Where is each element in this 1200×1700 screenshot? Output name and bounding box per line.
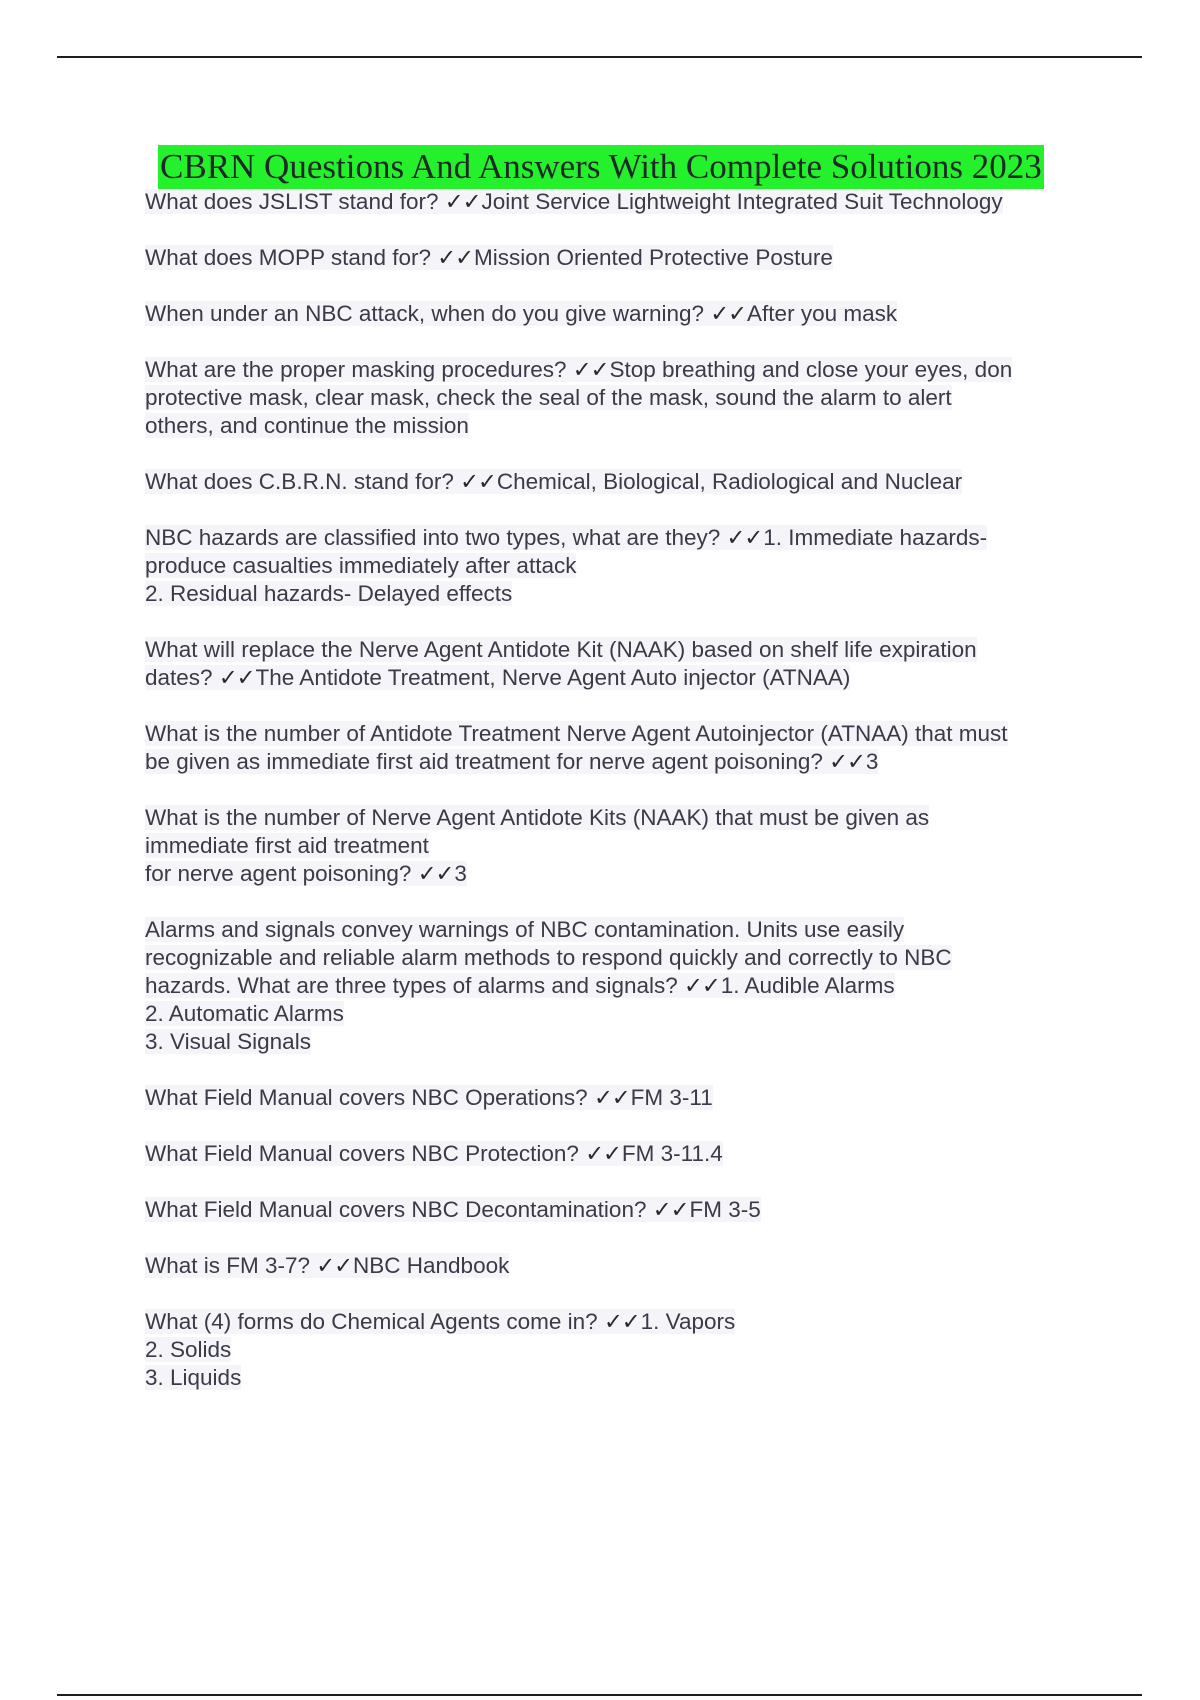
bottom-rule <box>57 1694 1142 1696</box>
answer-text: Mission Oriented Protective Posture <box>473 245 833 270</box>
qa-item <box>145 916 1085 1056</box>
qa-line <box>145 1252 1085 1280</box>
double-check-icon: ✓✓ <box>218 665 255 690</box>
qa-line-text <box>145 301 897 326</box>
qa-line-text: What is the number of Nerve Agent Antidote Kits (NAAK) that must be given as <box>145 805 930 830</box>
answer-text: NBC Handbook <box>353 1253 510 1278</box>
qa-line-text: What will replace the Nerve Agent Antidote Kit (NAAK) based on shelf life expiration <box>145 637 977 662</box>
qa-line <box>145 1336 1085 1364</box>
qa-line <box>145 832 1085 860</box>
qa-line <box>145 972 1085 1000</box>
qa-line-text <box>145 749 878 774</box>
qa-line <box>145 384 1085 412</box>
qa-line-text: 3. Visual Signals <box>145 1029 311 1054</box>
double-check-icon: ✓✓ <box>437 245 473 270</box>
double-check-icon: ✓✓ <box>572 357 609 382</box>
qa-line <box>145 468 1085 496</box>
qa-line-text: immediate first aid treatment <box>145 833 429 858</box>
question-text: What (4) forms do Chemical Agents come in? <box>145 1309 604 1334</box>
answer-text: The Antidote Treatment, Nerve Agent Auto injector (ATNAA) <box>255 665 851 690</box>
qa-line <box>145 552 1085 580</box>
qa-line <box>145 412 1085 440</box>
qa-line-text: What is the number of Antidote Treatment Nerve Agent Autoinjector (ATNAA) that must <box>145 721 1008 746</box>
qa-line <box>145 580 1085 608</box>
qa-line <box>145 860 1085 888</box>
answer-text: FM 3-11 <box>630 1085 713 1110</box>
question-text: What is FM 3-7? <box>145 1253 317 1278</box>
answer-text: 1. Immediate hazards- <box>763 525 988 550</box>
qa-item <box>145 300 1085 328</box>
qa-line-text <box>145 469 962 494</box>
answer-text: FM 3-5 <box>689 1197 761 1222</box>
question-text: What does JSLIST stand for? <box>145 189 445 214</box>
double-check-icon: ✓✓ <box>593 1085 630 1110</box>
qa-line <box>145 636 1085 664</box>
document-title: CBRN Questions And Answers With Complete Solutions 2023 <box>158 145 1044 189</box>
answer-text: 3 <box>454 861 467 886</box>
qa-item <box>145 188 1085 216</box>
qa-line <box>145 1084 1085 1112</box>
qa-item <box>145 244 1085 272</box>
qa-line <box>145 804 1085 832</box>
qa-line-text <box>145 861 467 886</box>
answer-text: 3 <box>865 749 879 774</box>
double-check-icon: ✓✓ <box>829 749 865 774</box>
answer-text: 1. Audible Alarms <box>720 973 895 998</box>
qa-item <box>145 1084 1085 1112</box>
double-check-icon: ✓✓ <box>316 1253 353 1278</box>
qa-line-text: 2. Automatic Alarms <box>145 1001 344 1026</box>
question-text: What Field Manual covers NBC Operations? <box>145 1085 594 1110</box>
qa-item <box>145 1196 1085 1224</box>
answer-text: Stop breathing and close your eyes, don <box>609 357 1013 382</box>
qa-item <box>145 468 1085 496</box>
qa-line <box>145 1000 1085 1028</box>
qa-line <box>145 1028 1085 1056</box>
double-check-icon: ✓✓ <box>417 861 454 886</box>
qa-line-text: others, and continue the mission <box>145 413 469 438</box>
qa-line-text <box>145 1309 735 1334</box>
qa-line-text <box>145 245 833 270</box>
double-check-icon: ✓✓ <box>460 469 496 494</box>
question-text: What Field Manual covers NBC Decontamination? <box>145 1197 653 1222</box>
qa-line-text <box>145 1253 509 1278</box>
qa-item <box>145 1140 1085 1168</box>
qa-line <box>145 748 1085 776</box>
question-text: hazards. What are three types of alarms and signals? <box>145 973 685 998</box>
double-check-icon: ✓✓ <box>444 189 481 214</box>
qa-line-text <box>145 665 850 690</box>
qa-line <box>145 244 1085 272</box>
question-text: for nerve agent poisoning? <box>145 861 418 886</box>
question-text: What does MOPP stand for? <box>145 245 438 270</box>
qa-list <box>145 188 1085 1420</box>
qa-line <box>145 356 1085 384</box>
qa-line <box>145 664 1085 692</box>
answer-text: Joint Service Lightweight Integrated Suit Technology <box>481 189 1003 214</box>
qa-line <box>145 916 1085 944</box>
qa-item <box>145 1308 1085 1392</box>
qa-line-text <box>145 189 1003 214</box>
double-check-icon: ✓✓ <box>585 1141 621 1166</box>
qa-line-text: protective mask, clear mask, check the seal of the mask, sound the alarm to alert <box>145 385 952 410</box>
qa-line-text <box>145 525 987 550</box>
qa-line-text: Alarms and signals convey warnings of NBC contamination. Units use easily <box>145 917 905 942</box>
double-check-icon: ✓✓ <box>603 1309 640 1334</box>
question-text: dates? <box>145 665 219 690</box>
answer-text: FM 3-11.4 <box>621 1141 723 1166</box>
qa-line-text <box>145 357 1012 382</box>
answer-text: Chemical, Biological, Radiological and Nuclear <box>496 469 963 494</box>
qa-line <box>145 188 1085 216</box>
qa-line-text <box>145 1141 723 1166</box>
qa-item <box>145 356 1085 440</box>
qa-line <box>145 720 1085 748</box>
qa-line <box>145 1140 1085 1168</box>
question-text: be given as immediate first aid treatment for nerve agent poisoning? <box>145 749 830 774</box>
qa-item <box>145 636 1085 692</box>
qa-line-text: 3. Liquids <box>145 1365 242 1390</box>
qa-line <box>145 1364 1085 1392</box>
qa-item <box>145 524 1085 608</box>
answer-text: 1. Vapors <box>640 1309 736 1334</box>
qa-line-text <box>145 973 895 998</box>
qa-item <box>145 1252 1085 1280</box>
qa-item <box>145 720 1085 776</box>
qa-line <box>145 1196 1085 1224</box>
question-text: What Field Manual covers NBC Protection? <box>145 1141 586 1166</box>
qa-line-text <box>145 1197 761 1222</box>
top-rule <box>57 56 1142 58</box>
qa-line <box>145 300 1085 328</box>
question-text: NBC hazards are classified into two types, what are they? <box>145 525 727 550</box>
qa-line <box>145 944 1085 972</box>
double-check-icon: ✓✓ <box>726 525 763 550</box>
question-text: What does C.B.R.N. stand for? <box>145 469 461 494</box>
qa-item <box>145 804 1085 888</box>
qa-line-text: 2. Solids <box>145 1337 232 1362</box>
qa-line-text: produce casualties immediately after attack <box>145 553 577 578</box>
answer-text: After you mask <box>747 301 898 326</box>
qa-line-text: recognizable and reliable alarm methods to respond quickly and correctly to NBC <box>145 945 952 970</box>
qa-line <box>145 1308 1085 1336</box>
double-check-icon: ✓✓ <box>710 301 747 326</box>
qa-line-text <box>145 1085 713 1110</box>
question-text: What are the proper masking procedures? <box>145 357 573 382</box>
double-check-icon: ✓✓ <box>652 1197 689 1222</box>
question-text: When under an NBC attack, when do you give warning? <box>145 301 711 326</box>
qa-line <box>145 524 1085 552</box>
qa-line-text: 2. Residual hazards- Delayed effects <box>145 581 513 606</box>
double-check-icon: ✓✓ <box>684 973 720 998</box>
